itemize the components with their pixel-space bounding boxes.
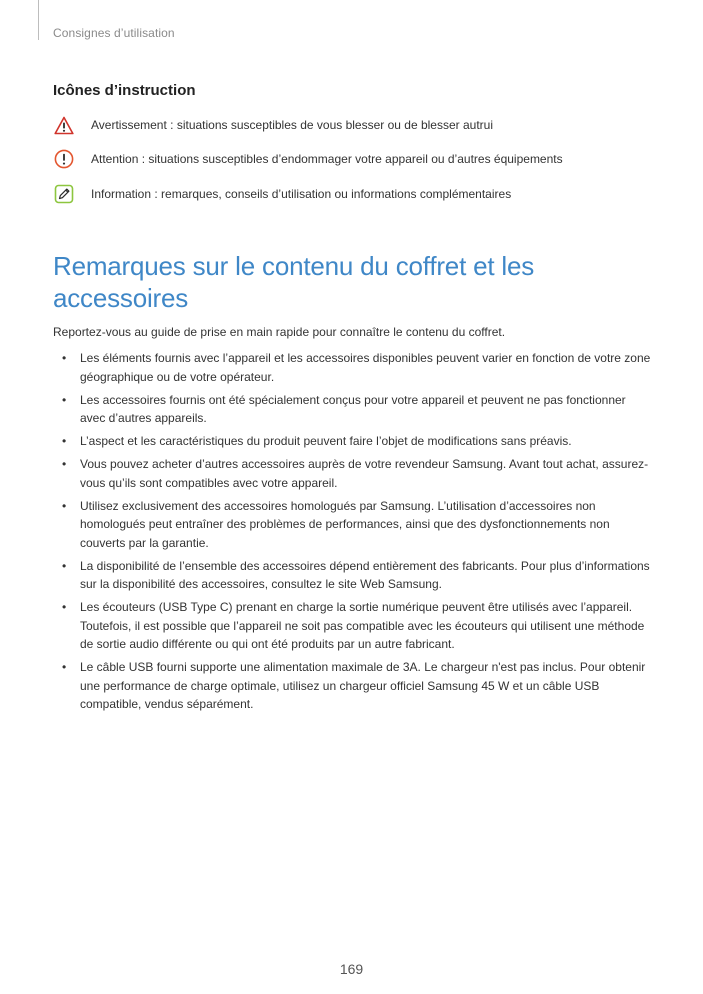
list-item [53,432,653,451]
instruction-row-caution [53,148,563,170]
list-item-text: La disponibilité de l’ensemble des accessoires dépend entièrement des fabricants. Pour plus d’informations sur la disponibilité des accessoires, consultez le site Web Samsung. [80,558,650,591]
warning-triangle-icon [53,114,75,136]
bullet-marker: • [62,660,67,674]
list-item-text: Vous pouvez acheter d’autres accessoires auprès de votre revendeur Samsung. Avant tout achat, assurez-vous qu’ils sont compatibles avec votre appareil. [80,457,649,490]
list-item-text: Le câble USB fourni supporte une alimentation maximale de 3A. Le chargeur n'est pas inclus. Pour obtenir une performance de charge optimale, utilisez un chargeur officiel Samsung 45 W et un câble USB compatible, vendus séparément. [80,660,646,711]
list-item-text: Utilisez exclusivement des accessoires homologués par Samsung. L’utilisation d’accessoires non homologués peut entraîner des problèmes de performances, ainsi que des dysfonctionnements non couverts par la garantie. [80,498,610,550]
caution-exclamation-icon [53,148,75,170]
page-number: 169 [339,961,364,977]
section-intro: Reportez-vous au guide de prise en main rapide pour connaître le contenu du coffret. [53,325,506,339]
list-item [53,349,653,386]
list-item-text: L’aspect et les caractéristiques du produit peuvent faire l’objet de modifications sans préavis. [80,434,572,448]
list-item [53,391,653,428]
instruction-term: Avertissement [91,118,167,132]
list-item [53,497,653,553]
bullet-marker: • [62,351,67,365]
bullet-marker: • [62,457,67,471]
list-item-text: Les écouteurs (USB Type C) prenant en charge la sortie numérique peuvent être utilisés avec l’appareil. Toutefois, il est possible que l’appareil ne soit pas compatible avec les écouteurs qui utilisent une méthode de sortie audio différente ou qui ont été produits par un autre fabricant. [80,600,645,651]
section-title: Remarques sur le contenu du coffret et les accessoires [53,251,535,313]
bullet-marker: • [62,434,67,448]
note-pencil-icon [53,183,75,205]
running-header: Consignes d’utilisation [53,26,175,40]
instruction-description: : situations susceptibles de vous blesser ou de blesser autrui [166,118,493,132]
instruction-description: : remarques, conseils d’utilisation ou informations complémentaires [151,187,512,201]
list-item [53,658,653,714]
list-item-text: Les éléments fournis avec l’appareil et les accessoires disponibles peuvent varier en fonction de votre zone géographique ou de votre opérateur. [80,351,651,384]
instruction-row-warning [53,114,493,136]
instruction-term: Attention [91,152,139,166]
list-item [53,598,653,654]
list-item [53,455,653,492]
list-item-text: Les accessoires fournis ont été spécialement conçus pour votre appareil et peuvent ne pas fonctionner avec d’autres appareils. [80,392,626,425]
accessories-bullet-list [53,349,653,718]
bullet-marker: • [62,392,67,407]
instruction-description: : situations susceptibles d’endommager votre appareil ou d’autres équipements [138,152,563,166]
bullet-marker: • [62,558,67,573]
bullet-marker: • [62,600,67,614]
instruction-row-information [53,183,511,205]
instruction-term: Information [91,187,152,201]
instruction-icons-heading: Icônes d’instruction [53,82,196,99]
list-item [53,557,653,594]
page-margin-rule [38,0,39,40]
bullet-marker: • [62,498,67,513]
